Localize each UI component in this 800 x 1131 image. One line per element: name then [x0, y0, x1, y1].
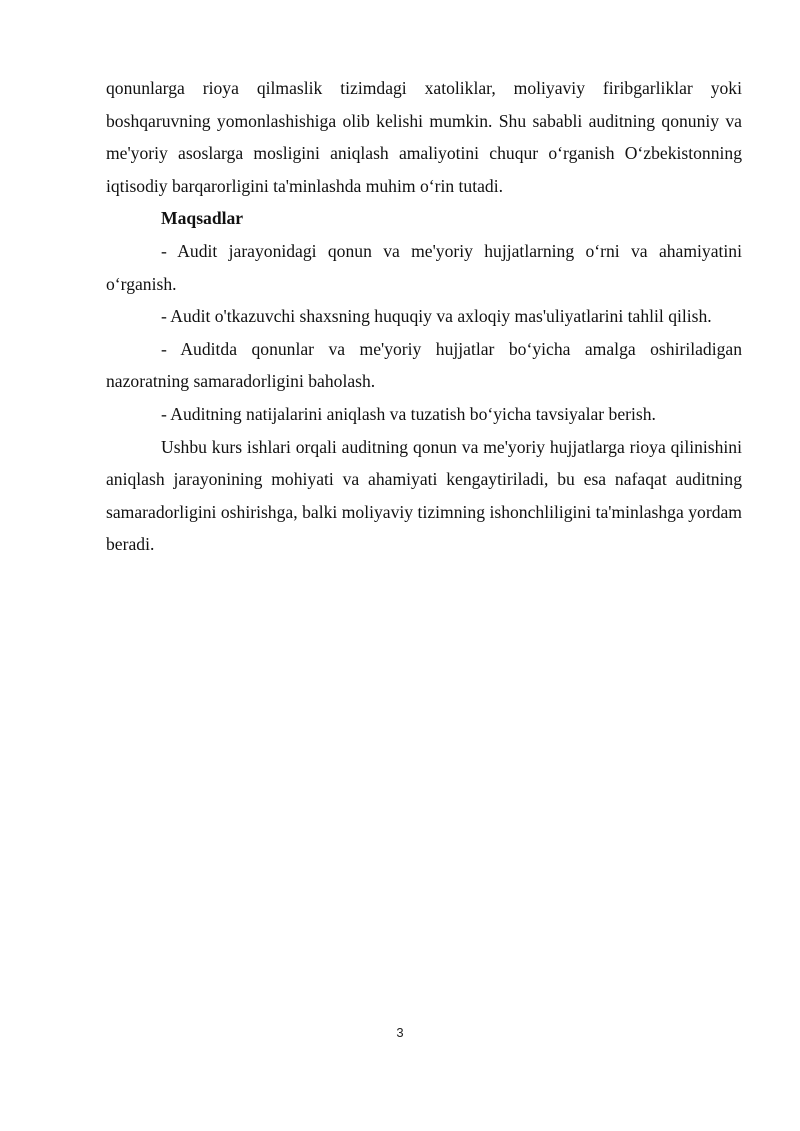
body-text: [106, 72, 742, 561]
goal-item: - Auditda qonunlar va me'yoriy hujjatlar bo‘yicha amalga oshiriladigan nazoratning samaradorligini baholash.: [106, 338, 742, 392]
section-heading: Maqsadlar: [161, 208, 244, 229]
goal-item: - Audit o'tkazuvchi shaxsning huquqiy va axloqiy mas'uliyatlarini tahlil qilish.: [161, 306, 712, 327]
goal-item: - Auditning natijalarini aniqlash va tuzatish bo‘yicha tavsiyalar berish.: [161, 403, 656, 424]
closing-paragraph: Ushbu kurs ishlari orqali auditning qonun va me'yoriy hujjatlarga rioya qilinishini aniqlash jarayonining mohiyati va ahamiyati kengaytiriladi, bu esa nafaqat auditning samaradorligini oshirishga, balki moliyaviy tizimning ishonchliligini ta'minlashga yordam beradi.: [106, 436, 742, 555]
goal-item: - Audit jarayonidagi qonun va me'yoriy hujjatlarning o‘rni va ahamiyatini o‘rganish.: [106, 240, 742, 294]
page-number: 3: [396, 1025, 404, 1040]
intro-paragraph: qonunlarga rioya qilmaslik tizimdagi xatoliklar, moliyaviy firibgarliklar yoki boshqaruvning yomonlashishiga olib kelishi mumkin. Shu sababli auditning qonuniy va me'yoriy asoslarga mosligini aniqlash amaliyotini chuqur o‘rganish O‘zbekistonning iqtisodiy barqarorligini ta'minlashda muhim o‘rin tutadi.: [106, 78, 742, 196]
